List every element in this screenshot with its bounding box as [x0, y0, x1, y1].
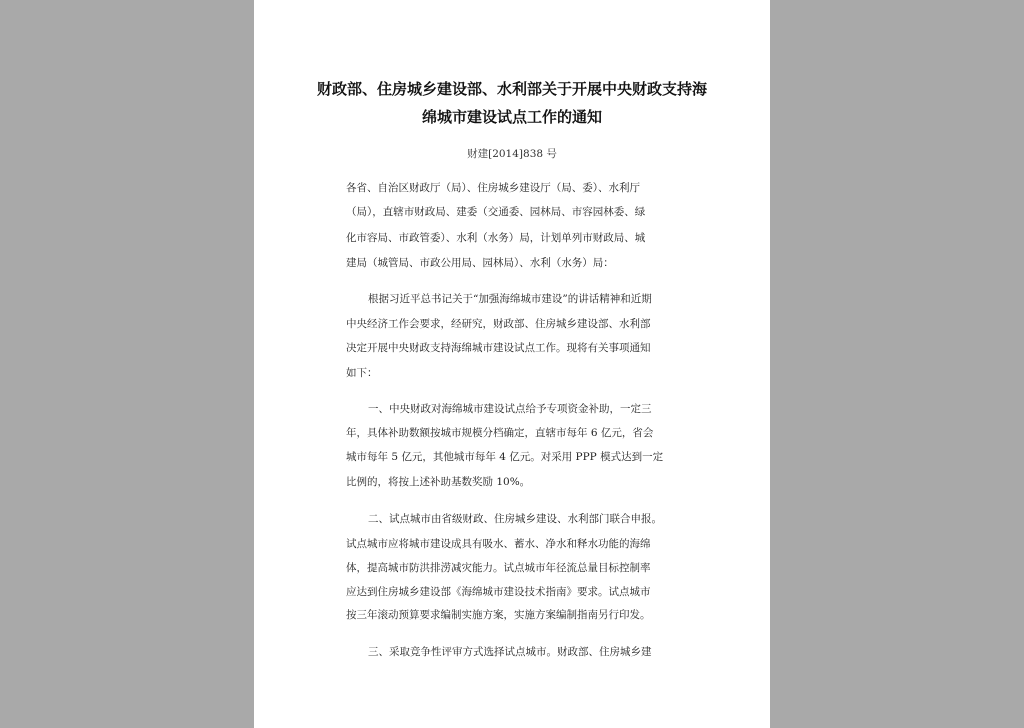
document-title-line-1: 财政部、住房城乡建设部、水利部关于开展中央财政支持海 [316, 80, 707, 98]
document-title-line-2: 绵城市建设试点工作的通知 [421, 108, 602, 126]
paragraph-line: 按三年滚动预算要求编制实施方案，实施方案编制指南另行印发。 [346, 609, 651, 621]
addressee-line: （局），直辖市财政局、建委（交通委、园林局、市容园林委、绿 [346, 206, 646, 218]
paragraph-line: 三、采取竞争性评审方式选择试点城市。财政部、住房城乡建 [368, 646, 652, 658]
paragraph-line: 试点城市应将城市建设成具有吸水、蓄水、净水和释水功能的海绵 [346, 538, 651, 550]
paragraph-line: 城市每年 5 亿元，其他城市每年 4 亿元。对采用 PPP 模式达到一定 [346, 451, 664, 463]
addressee-line: 建局（城管局、市政公用局、园林局）、水利（水务）局： [346, 257, 614, 269]
addressee-line: 化市容局、市政管委）、水利（水务）局，计划单列市财政局、城 [346, 232, 646, 244]
paragraph-line: 二、试点城市由省级财政、住房城乡建设、水利部门联合申报。 [368, 513, 662, 525]
paragraph-line: 根据习近平总书记关于“加强海绵城市建设”的讲话精神和近期 [368, 293, 652, 305]
addressee-line: 各省、自治区财政厅（局）、住房城乡建设厅（局、委）、水利厅 [346, 182, 640, 194]
document-number: 财建[2014]838 号 [467, 148, 557, 160]
paragraph-line: 比例的，将按上述补助基数奖励 10%。 [346, 476, 531, 488]
paragraph-line: 如下： [346, 367, 378, 379]
paragraph-line: 应达到住房城乡建设部《海绵城市建设技术指南》要求。试点城市 [346, 586, 651, 598]
paragraph-line: 年，具体补助数额按城市规模分档确定，直辖市每年 6 亿元，省会 [346, 427, 654, 439]
paragraph-line: 中央经济工作会要求，经研究，财政部、住房城乡建设部、水利部 [346, 318, 651, 330]
paragraph-line: 决定开展中央财政支持海绵城市建设试点工作。现将有关事项通知 [346, 342, 651, 354]
paragraph-line: 体，提高城市防洪排涝减灾能力。试点城市年径流总量目标控制率 [346, 562, 651, 574]
paragraph-line: 一、中央财政对海绵城市建设试点给予专项资金补助，一定三 [368, 403, 652, 415]
document-page [254, 0, 770, 728]
